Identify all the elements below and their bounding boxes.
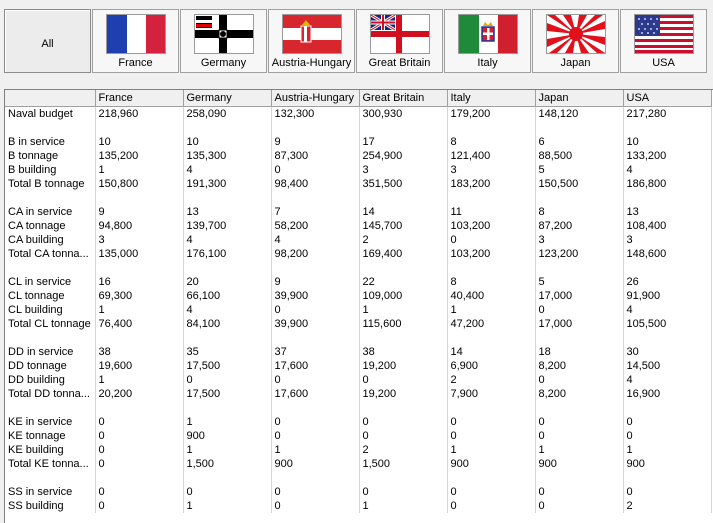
value-cell (183, 401, 271, 415)
value-cell: 0 (535, 373, 623, 387)
tab-italy-label: Italy (477, 57, 498, 69)
value-cell: 19,200 (359, 359, 447, 373)
row-label-cell (5, 471, 95, 485)
value-cell: 39,900 (271, 317, 359, 331)
value-cell: 1 (271, 443, 359, 457)
column-header[interactable]: USA (623, 90, 711, 107)
row-label-cell: B in service (5, 135, 95, 149)
value-cell: 17,500 (183, 359, 271, 373)
value-cell: 0 (359, 415, 447, 429)
value-cell: 13 (183, 205, 271, 219)
table-row[interactable] (5, 303, 711, 317)
value-cell: 1 (183, 443, 271, 457)
value-cell: 2 (359, 233, 447, 247)
value-cell: 6,900 (447, 359, 535, 373)
value-cell: 133,200 (623, 149, 711, 163)
value-cell: 94,800 (95, 219, 183, 233)
value-cell: 58,200 (271, 219, 359, 233)
value-cell: 3 (623, 233, 711, 247)
value-cell: 103,200 (447, 247, 535, 261)
value-cell: 19,600 (95, 359, 183, 373)
row-label-cell: KE building (5, 443, 95, 457)
value-cell: 1 (95, 373, 183, 387)
value-cell: 39,900 (271, 289, 359, 303)
value-cell: 300,930 (359, 107, 447, 122)
row-label-cell: Total DD tonna... (5, 387, 95, 401)
table-row[interactable] (5, 499, 711, 513)
value-cell: 16 (95, 275, 183, 289)
value-cell (271, 191, 359, 205)
value-cell: 30 (623, 345, 711, 359)
value-cell (359, 121, 447, 135)
column-header[interactable]: Italy (447, 90, 535, 107)
row-label-cell: KE in service (5, 415, 95, 429)
value-cell: 10 (183, 135, 271, 149)
value-cell: 20 (183, 275, 271, 289)
row-label-cell: CA building (5, 233, 95, 247)
value-cell (359, 331, 447, 345)
value-cell: 0 (359, 373, 447, 387)
spacer-row[interactable] (5, 471, 711, 485)
value-cell: 0 (447, 499, 535, 513)
value-cell: 0 (183, 485, 271, 499)
value-cell (447, 471, 535, 485)
table-row[interactable] (5, 457, 711, 471)
value-cell: 1 (359, 499, 447, 513)
value-cell: 3 (95, 233, 183, 247)
value-cell (535, 261, 623, 275)
value-cell: 135,200 (95, 149, 183, 163)
table-row[interactable] (5, 233, 711, 247)
value-cell: 191,300 (183, 177, 271, 191)
table-row[interactable] (5, 177, 711, 191)
value-cell (623, 261, 711, 275)
value-cell: 14 (359, 205, 447, 219)
table-row[interactable] (5, 247, 711, 261)
table-row[interactable] (5, 345, 711, 359)
value-cell: 91,900 (623, 289, 711, 303)
value-cell: 0 (623, 429, 711, 443)
tab-japan-label: Japan (560, 57, 591, 69)
value-cell: 76,400 (95, 317, 183, 331)
value-cell: 38 (95, 345, 183, 359)
value-cell: 14,500 (623, 359, 711, 373)
value-cell: 1 (447, 303, 535, 317)
italy-flag-icon (458, 14, 518, 54)
table-row[interactable] (5, 415, 711, 429)
value-cell (359, 261, 447, 275)
value-cell: 0 (623, 415, 711, 429)
value-cell: 145,700 (359, 219, 447, 233)
great-britain-flag-icon (370, 14, 430, 54)
value-cell (535, 191, 623, 205)
value-cell: 14 (447, 345, 535, 359)
value-cell (95, 401, 183, 415)
value-cell: 0 (535, 485, 623, 499)
value-cell: 115,600 (359, 317, 447, 331)
value-cell: 2 (359, 443, 447, 457)
value-cell: 22 (359, 275, 447, 289)
value-cell: 11 (447, 205, 535, 219)
value-cell: 19,200 (359, 387, 447, 401)
value-cell (359, 401, 447, 415)
value-cell: 17,500 (183, 387, 271, 401)
value-cell: 1 (95, 303, 183, 317)
spacer-row[interactable] (5, 401, 711, 415)
row-label-cell (5, 401, 95, 415)
value-cell: 10 (623, 135, 711, 149)
value-cell: 1,500 (359, 457, 447, 471)
value-cell: 7,900 (447, 387, 535, 401)
value-cell: 254,900 (359, 149, 447, 163)
value-cell (623, 471, 711, 485)
value-cell (271, 121, 359, 135)
value-cell (535, 121, 623, 135)
value-cell: 17,000 (535, 317, 623, 331)
table-row[interactable] (5, 149, 711, 163)
value-cell: 0 (535, 415, 623, 429)
value-cell (623, 121, 711, 135)
value-cell: 17 (359, 135, 447, 149)
value-cell (623, 401, 711, 415)
value-cell: 4 (183, 233, 271, 247)
value-cell: 3 (535, 233, 623, 247)
value-cell: 0 (95, 457, 183, 471)
value-cell (271, 331, 359, 345)
value-cell (623, 331, 711, 345)
value-cell: 109,000 (359, 289, 447, 303)
value-cell: 1 (623, 443, 711, 457)
tab-all-label: All (41, 38, 54, 50)
row-label-cell (5, 261, 95, 275)
value-cell: 1 (447, 443, 535, 457)
tab-austria-hungary[interactable] (268, 9, 355, 73)
value-cell: 0 (447, 485, 535, 499)
value-cell: 8,200 (535, 359, 623, 373)
value-cell (271, 401, 359, 415)
table-row[interactable] (5, 275, 711, 289)
usa-flag-icon (634, 14, 694, 54)
table-row[interactable] (5, 317, 711, 331)
row-label-cell (5, 331, 95, 345)
value-cell: 98,200 (271, 247, 359, 261)
value-cell: 18 (535, 345, 623, 359)
value-cell: 150,800 (95, 177, 183, 191)
row-label-cell: DD building (5, 373, 95, 387)
row-label-cell: CL building (5, 303, 95, 317)
value-cell: 4 (183, 163, 271, 177)
value-cell: 10 (95, 135, 183, 149)
value-cell (535, 401, 623, 415)
value-cell (359, 471, 447, 485)
value-cell: 66,100 (183, 289, 271, 303)
value-cell: 26 (623, 275, 711, 289)
naval-stats-grid[interactable] (4, 89, 713, 523)
value-cell: 8 (447, 135, 535, 149)
value-cell (95, 191, 183, 205)
value-cell: 258,090 (183, 107, 271, 122)
value-cell: 1 (183, 415, 271, 429)
value-cell: 1 (183, 499, 271, 513)
row-label-cell (5, 191, 95, 205)
value-cell (183, 471, 271, 485)
value-cell: 3 (359, 163, 447, 177)
tab-italy[interactable] (444, 9, 531, 73)
value-cell (95, 261, 183, 275)
austria-hungary-flag-icon (282, 14, 342, 54)
row-label-cell: CL tonnage (5, 289, 95, 303)
value-cell: 135,300 (183, 149, 271, 163)
value-cell: 4 (271, 233, 359, 247)
value-cell: 3 (447, 163, 535, 177)
column-header[interactable]: Austria-Hungary (271, 90, 359, 107)
value-cell: 5 (535, 275, 623, 289)
spacer-row[interactable] (5, 191, 711, 205)
table-row[interactable] (5, 289, 711, 303)
value-cell: 7 (271, 205, 359, 219)
value-cell: 0 (271, 303, 359, 317)
value-cell: 0 (95, 443, 183, 457)
value-cell: 218,960 (95, 107, 183, 122)
value-cell: 135,000 (95, 247, 183, 261)
value-cell: 132,300 (271, 107, 359, 122)
value-cell: 9 (271, 275, 359, 289)
spacer-row[interactable] (5, 261, 711, 275)
value-cell: 4 (623, 373, 711, 387)
value-cell: 0 (271, 499, 359, 513)
value-cell (95, 331, 183, 345)
value-cell: 88,500 (535, 149, 623, 163)
table-row[interactable] (5, 443, 711, 457)
value-cell: 37 (271, 345, 359, 359)
value-cell: 0 (271, 163, 359, 177)
value-cell: 98,400 (271, 177, 359, 191)
tab-france-label: France (118, 57, 153, 69)
tab-france[interactable] (92, 9, 179, 73)
value-cell: 183,200 (447, 177, 535, 191)
value-cell: 0 (623, 485, 711, 499)
value-cell: 13 (623, 205, 711, 219)
value-cell: 186,800 (623, 177, 711, 191)
value-cell: 900 (623, 457, 711, 471)
value-cell: 351,500 (359, 177, 447, 191)
value-cell: 0 (535, 499, 623, 513)
value-cell (447, 401, 535, 415)
row-label-cell: Total CA tonna... (5, 247, 95, 261)
value-cell: 121,400 (447, 149, 535, 163)
value-cell: 1 (95, 163, 183, 177)
table-row[interactable] (5, 429, 711, 443)
tab-usa-label: USA (652, 57, 675, 69)
value-cell (447, 191, 535, 205)
value-cell: 4 (183, 303, 271, 317)
value-cell: 108,400 (623, 219, 711, 233)
value-cell: 5 (535, 163, 623, 177)
value-cell: 17,600 (271, 387, 359, 401)
value-cell: 4 (623, 303, 711, 317)
value-cell (95, 121, 183, 135)
value-cell: 9 (95, 205, 183, 219)
row-label-cell: SS building (5, 499, 95, 513)
column-header-label[interactable] (5, 90, 95, 107)
value-cell: 16,900 (623, 387, 711, 401)
value-cell: 17,600 (271, 359, 359, 373)
value-cell (183, 121, 271, 135)
value-cell: 17,000 (535, 289, 623, 303)
column-header[interactable]: Japan (535, 90, 623, 107)
table-row[interactable] (5, 387, 711, 401)
value-cell: 84,100 (183, 317, 271, 331)
row-label-cell (5, 121, 95, 135)
column-header[interactable]: Germany (183, 90, 271, 107)
value-cell: 2 (447, 373, 535, 387)
value-cell: 2 (623, 499, 711, 513)
value-cell: 40,400 (447, 289, 535, 303)
country-tab-bar (0, 0, 713, 76)
row-label-cell: B building (5, 163, 95, 177)
value-cell: 0 (95, 499, 183, 513)
value-cell: 0 (271, 429, 359, 443)
value-cell (359, 191, 447, 205)
value-cell: 103,200 (447, 219, 535, 233)
row-label-cell: CA in service (5, 205, 95, 219)
value-cell: 38 (359, 345, 447, 359)
value-cell (183, 261, 271, 275)
value-cell: 169,400 (359, 247, 447, 261)
value-cell: 6 (535, 135, 623, 149)
value-cell (271, 261, 359, 275)
value-cell: 0 (183, 373, 271, 387)
tab-germany[interactable] (180, 9, 267, 73)
table-row[interactable] (5, 205, 711, 219)
germany-flag-icon (194, 14, 254, 54)
value-cell: 8,200 (535, 387, 623, 401)
value-cell: 0 (447, 233, 535, 247)
value-cell: 69,300 (95, 289, 183, 303)
value-cell: 1 (535, 443, 623, 457)
value-cell (447, 261, 535, 275)
value-cell: 150,500 (535, 177, 623, 191)
value-cell: 900 (183, 429, 271, 443)
value-cell: 0 (447, 429, 535, 443)
row-label-cell: KE tonnage (5, 429, 95, 443)
value-cell: 4 (623, 163, 711, 177)
table-row[interactable] (5, 163, 711, 177)
value-cell: 0 (95, 415, 183, 429)
table-row[interactable] (5, 107, 711, 122)
table-row[interactable] (5, 359, 711, 373)
value-cell: 0 (359, 485, 447, 499)
value-cell (271, 471, 359, 485)
row-label-cell: DD tonnage (5, 359, 95, 373)
value-cell: 35 (183, 345, 271, 359)
value-cell: 0 (535, 429, 623, 443)
table-row[interactable] (5, 219, 711, 233)
tab-japan[interactable] (532, 9, 619, 73)
row-label-cell: Total CL tonnage (5, 317, 95, 331)
value-cell: 47,200 (447, 317, 535, 331)
value-cell (535, 331, 623, 345)
value-cell: 139,700 (183, 219, 271, 233)
value-cell: 0 (271, 373, 359, 387)
value-cell (447, 331, 535, 345)
row-label-cell: Naval budget (5, 107, 95, 122)
value-cell: 87,300 (271, 149, 359, 163)
japan-flag-icon (546, 14, 606, 54)
value-cell: 0 (271, 485, 359, 499)
value-cell (183, 331, 271, 345)
row-label-cell: SS in service (5, 485, 95, 499)
tab-all[interactable] (4, 9, 91, 73)
tab-great-britain[interactable] (356, 9, 443, 73)
row-label-cell: CL in service (5, 275, 95, 289)
row-label-cell: Total KE tonna... (5, 457, 95, 471)
value-cell: 0 (271, 415, 359, 429)
value-cell: 1 (359, 303, 447, 317)
france-flag-icon (106, 14, 166, 54)
row-label-cell: DD in service (5, 345, 95, 359)
value-cell: 148,120 (535, 107, 623, 122)
value-cell: 900 (535, 457, 623, 471)
spacer-row[interactable] (5, 121, 711, 135)
row-label-cell: B tonnage (5, 149, 95, 163)
row-label-cell: Total B tonnage (5, 177, 95, 191)
value-cell: 123,200 (535, 247, 623, 261)
value-cell: 0 (359, 429, 447, 443)
naval-stats-table (5, 90, 712, 513)
value-cell: 0 (535, 303, 623, 317)
tab-germany-label: Germany (200, 57, 247, 69)
value-cell: 900 (447, 457, 535, 471)
column-header[interactable]: Great Britain (359, 90, 447, 107)
value-cell: 9 (271, 135, 359, 149)
value-cell: 0 (95, 429, 183, 443)
value-cell: 900 (271, 457, 359, 471)
tab-great-britain-label: Great Britain (368, 57, 431, 69)
value-cell: 179,200 (447, 107, 535, 122)
value-cell (95, 471, 183, 485)
value-cell (447, 121, 535, 135)
value-cell: 217,280 (623, 107, 711, 122)
row-label-cell: CA tonnage (5, 219, 95, 233)
value-cell (623, 191, 711, 205)
tab-austria-hungary-label: Austria-Hungary (271, 57, 352, 69)
table-row[interactable] (5, 373, 711, 387)
tab-usa[interactable] (620, 9, 707, 73)
value-cell (183, 191, 271, 205)
table-row[interactable] (5, 135, 711, 149)
value-cell: 8 (535, 205, 623, 219)
value-cell: 0 (447, 415, 535, 429)
value-cell: 0 (95, 485, 183, 499)
value-cell: 105,500 (623, 317, 711, 331)
table-row[interactable] (5, 485, 711, 499)
header-row (5, 90, 711, 107)
value-cell: 148,600 (623, 247, 711, 261)
value-cell: 176,100 (183, 247, 271, 261)
value-cell: 1,500 (183, 457, 271, 471)
spacer-row[interactable] (5, 331, 711, 345)
value-cell: 8 (447, 275, 535, 289)
value-cell (535, 471, 623, 485)
value-cell: 87,200 (535, 219, 623, 233)
column-header[interactable]: France (95, 90, 183, 107)
value-cell: 20,200 (95, 387, 183, 401)
